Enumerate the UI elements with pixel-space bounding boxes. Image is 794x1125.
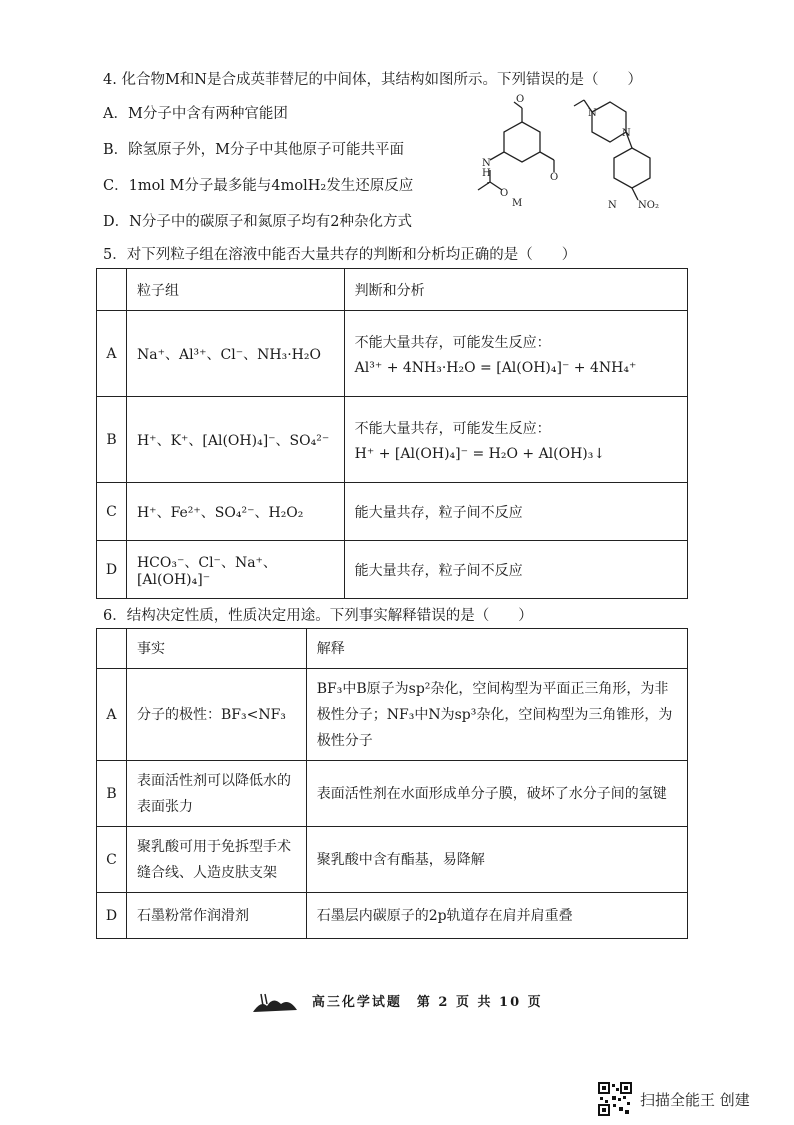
q6-fact: 分子的极性：BF₃<NF₃ (126, 669, 306, 761)
table-row (97, 669, 688, 761)
q5-row-label: D (97, 541, 127, 599)
q6-header-row (97, 629, 688, 669)
ink-mountain-logo (251, 992, 299, 1014)
q5-analysis (344, 397, 687, 483)
q4-stem: 4. 化合物M和N是合成英菲替尼的中间体，其结构如图所示。下列错误的是（ ） (103, 72, 642, 88)
q5-header-blank (97, 269, 127, 311)
m-o-right: O (550, 172, 559, 183)
m-o-amide: O (500, 188, 509, 199)
q5-analysis-line2: Al³⁺ + 4NH₃·H₂O = [Al(OH)₄]⁻ + 4NH₄⁺ (354, 359, 637, 376)
q4-option-b: B．除氢原子外，M分子中其他原子可能共平面 (103, 142, 405, 158)
label-m: M (512, 198, 523, 209)
q6-header-blank (97, 629, 127, 669)
q5-row-label: A (97, 311, 127, 397)
label-n: N (608, 200, 617, 211)
q6-row-label: C (97, 827, 127, 893)
q6-stem: 6．结构决定性质，性质决定用途。下列事实解释错误的是（ ） (103, 608, 533, 624)
q6-fact: 石墨粉常作润滑剂 (126, 893, 306, 939)
q6-explain: 石墨层内碳原子的2p轨道存在肩并肩重叠 (306, 893, 687, 939)
n-n1: N (588, 108, 597, 119)
table-row (97, 827, 688, 893)
q5-header-analysis: 判断和分析 (344, 269, 687, 311)
table-row (97, 311, 688, 397)
m-n-label: N (482, 158, 491, 169)
m-h-label: H (482, 168, 491, 179)
qr-code-icon (598, 1082, 632, 1116)
q6-row-label: B (97, 761, 127, 827)
n-no2: NO₂ (638, 200, 659, 211)
q6-header-explain: 解释 (306, 629, 687, 669)
q5-particles: H⁺、K⁺、[Al(OH)₄]⁻、SO₄²⁻ (126, 397, 344, 483)
scanner-watermark (598, 1081, 750, 1117)
q5-analysis-line1: 不能大量共存，可能发生反应： (354, 334, 551, 351)
footer-text: 高三化学试题 第 2 页 共 10 页 (311, 995, 543, 1010)
molecule-structures (462, 92, 702, 218)
q5-row-label: B (97, 397, 127, 483)
q5-analysis: 能大量共存，粒子间不反应 (344, 483, 687, 541)
table-row (97, 397, 688, 483)
table-row (97, 893, 688, 939)
q5-analysis: 能大量共存，粒子间不反应 (344, 541, 687, 599)
table-row (97, 541, 688, 599)
q5-analysis-line2: H⁺ + [Al(OH)₄]⁻ = H₂O + Al(OH)₃↓ (354, 445, 606, 462)
q6-explain: BF₃中B原子为sp²杂化，空间构型为平面正三角形，为非极性分子；NF₃中N为sp³杂化，空间构型为三角锥形，为极性分子 (306, 669, 687, 761)
page-footer (0, 991, 794, 1014)
q4-option-a: A．M分子中含有两种官能团 (103, 106, 288, 122)
q4-option-c: C．1mol M分子最多能与4molH₂发生还原反应 (103, 178, 414, 194)
q5-row-label: C (97, 483, 127, 541)
q5-table (96, 268, 688, 599)
q5-particles: Na⁺、Al³⁺、Cl⁻、NH₃·H₂O (126, 311, 344, 397)
q6-explain: 表面活性剂在水面形成单分子膜，破坏了水分子间的氢键 (306, 761, 687, 827)
q5-header-row (97, 269, 688, 311)
q5-header-particles: 粒子组 (126, 269, 344, 311)
q6-header-fact: 事实 (126, 629, 306, 669)
scanner-text: 扫描全能王 创建 (640, 1090, 750, 1109)
q6-fact: 聚乳酸可用于免拆型手术缝合线、人造皮肤支架 (126, 827, 306, 893)
q5-particles: H⁺、Fe²⁺、SO₄²⁻、H₂O₂ (126, 483, 344, 541)
n-n2: N (622, 128, 631, 139)
q6-explain: 聚乳酸中含有酯基，易降解 (306, 827, 687, 893)
table-row (97, 761, 688, 827)
m-o-top: O (516, 94, 525, 105)
q6-fact: 表面活性剂可以降低水的表面张力 (126, 761, 306, 827)
q5-stem: 5．对下列粒子组在溶液中能否大量共存的判断和分析均正确的是（ ） (103, 247, 577, 263)
q5-analysis (344, 311, 687, 397)
q6-row-label: A (97, 669, 127, 761)
q6-table (96, 628, 688, 939)
table-row (97, 483, 688, 541)
q5-particles: HCO₃⁻、Cl⁻、Na⁺、[Al(OH)₄]⁻ (126, 541, 344, 599)
q4-option-d: D．N分子中的碳原子和氮原子均有2种杂化方式 (103, 214, 413, 230)
q6-row-label: D (97, 893, 127, 939)
q5-analysis-line1: 不能大量共存，可能发生反应： (354, 420, 551, 437)
